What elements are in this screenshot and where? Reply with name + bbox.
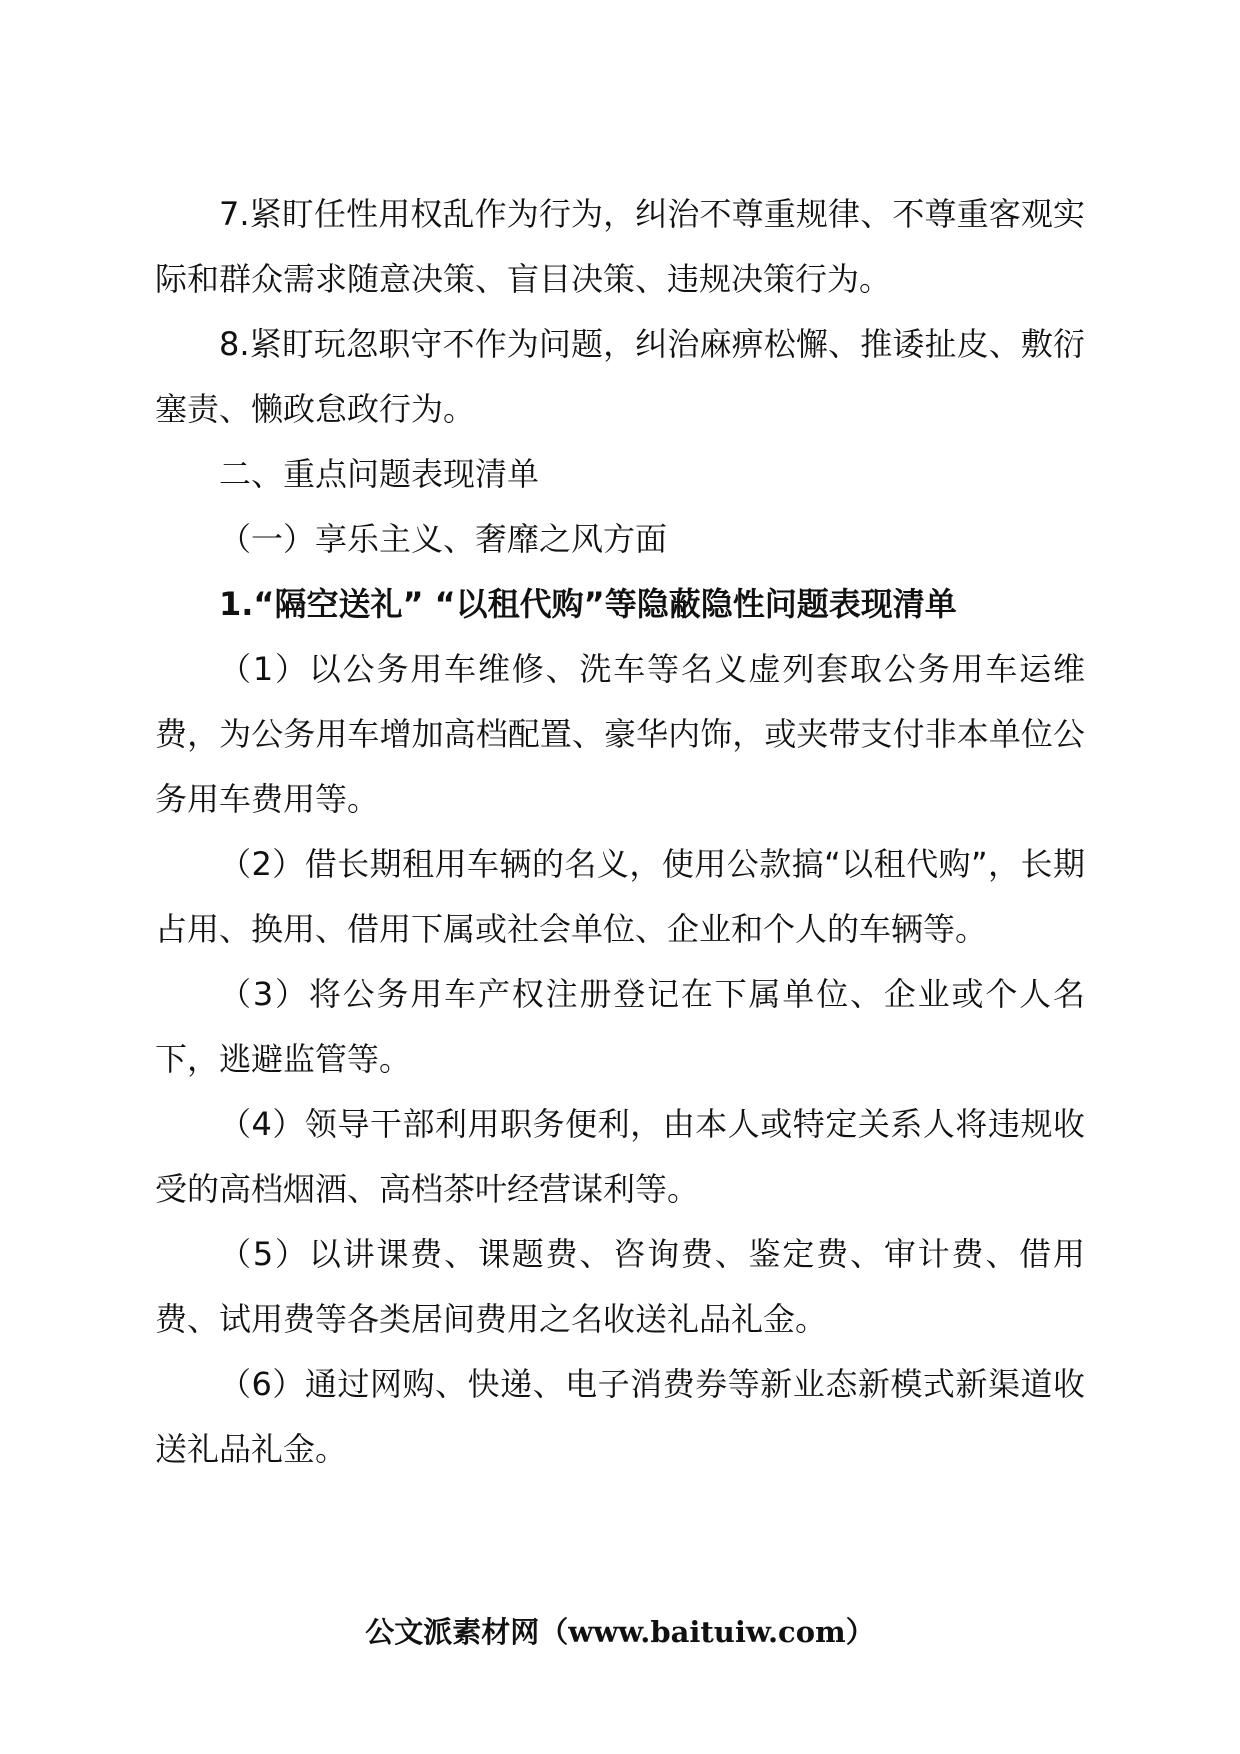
list-item-2: （2）借长期租用车辆的名义，使用公款搞“以租代购”，长期占用、换用、借用下属或社会单位、企业和个人的车辆等。: [155, 845, 1085, 948]
page-footer: 公文派素材网（www.baituiw.com）: [365, 1615, 875, 1649]
list-heading: 1.“隔空送礼” “以租代购”等隐蔽隐性问题表现清单: [219, 585, 957, 623]
list-item-1: （1）以公务用车维修、洗车等名义虚列套取公务用车运维费，为公务用车增加高档配置、豪华内饰，或夹带支付非本单位公务用车费用等。: [155, 650, 1085, 818]
document-body: [155, 182, 1085, 1482]
list-item-5: （5）以讲课费、课题费、咨询费、鉴定费、审计费、借用费、试用费等各类居间费用之名收送礼品礼金。: [155, 1235, 1085, 1338]
list-item-4: （4）领导干部利用职务便利，由本人或特定关系人将违规收受的高档烟酒、高档茶叶经营谋利等。: [155, 1105, 1085, 1208]
section-heading: 二、重点问题表现清单: [219, 455, 540, 493]
subsection-heading: （一）享乐主义、奢靡之风方面: [219, 520, 668, 558]
list-item-3: （3）将公务用车产权注册登记在下属单位、企业或个人名下，逃避监管等。: [155, 975, 1085, 1078]
list-item-6: （6）通过网购、快递、电子消费券等新业态新模式新渠道收送礼品礼金。: [155, 1365, 1085, 1468]
paragraph-item-7: 7.紧盯任性用权乱作为行为，纠治不尊重规律、不尊重客观实际和群众需求随意决策、盲目决策、违规决策行为。: [155, 195, 1085, 298]
paragraph-item-8: 8.紧盯玩忽职守不作为问题，纠治麻痹松懈、推诿扯皮、敷衍塞责、懒政怠政行为。: [155, 325, 1085, 428]
